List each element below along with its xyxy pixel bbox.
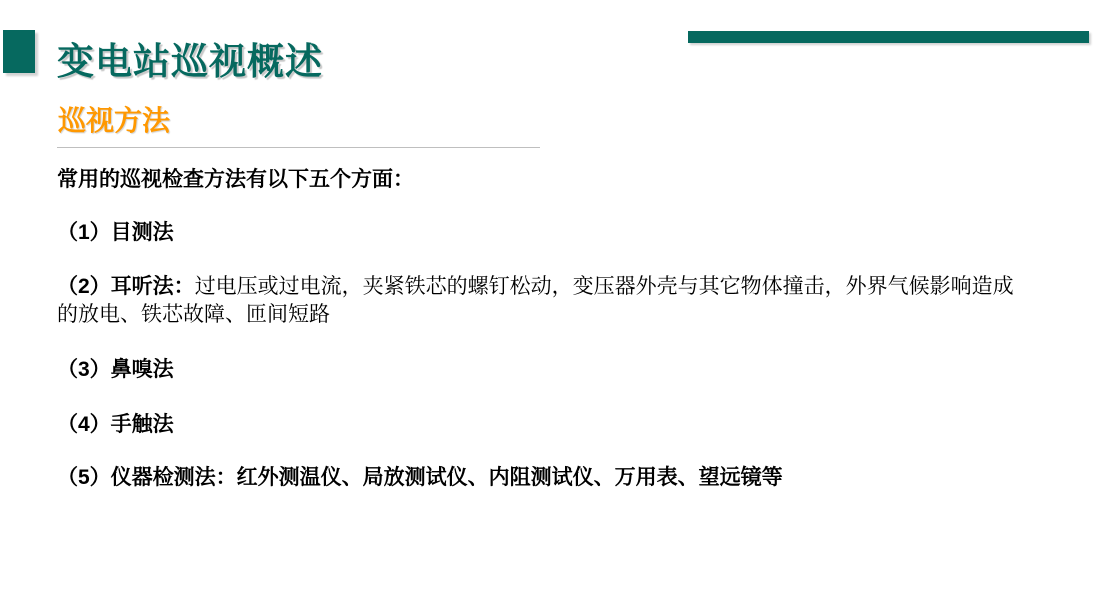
intro-text: 常用的巡视检查方法有以下五个方面： [57, 168, 414, 191]
list-item-label: （5）仪器检测法：红外测温仪、局放测试仪、内阻测试仪、万用表、望远镜等 [57, 466, 783, 489]
page-title: 变电站巡视概述 [57, 41, 323, 82]
list-item [57, 411, 1032, 439]
title-accent-square [3, 30, 35, 73]
list-item [57, 273, 1032, 330]
list-item-label: （3）鼻嗅法 [57, 358, 174, 381]
section-title: 巡视方法 [58, 105, 171, 136]
list-item-label: （2）耳听法： [57, 275, 195, 298]
section-divider-line [57, 147, 540, 148]
header-accent-bar [688, 31, 1089, 43]
list-item [57, 219, 1032, 247]
list-item-label: （4）手触法 [57, 413, 174, 436]
list-item-label: （1）目测法 [57, 221, 174, 244]
list-item-detail: 过电压或过电流，夹紧铁芯的螺钉松动，变压器外壳与其它物体撞击，外界气候影响造成的放电、铁芯故障、匝间短路 [57, 275, 1014, 327]
list-item [57, 356, 1032, 384]
list-item [57, 464, 1032, 492]
